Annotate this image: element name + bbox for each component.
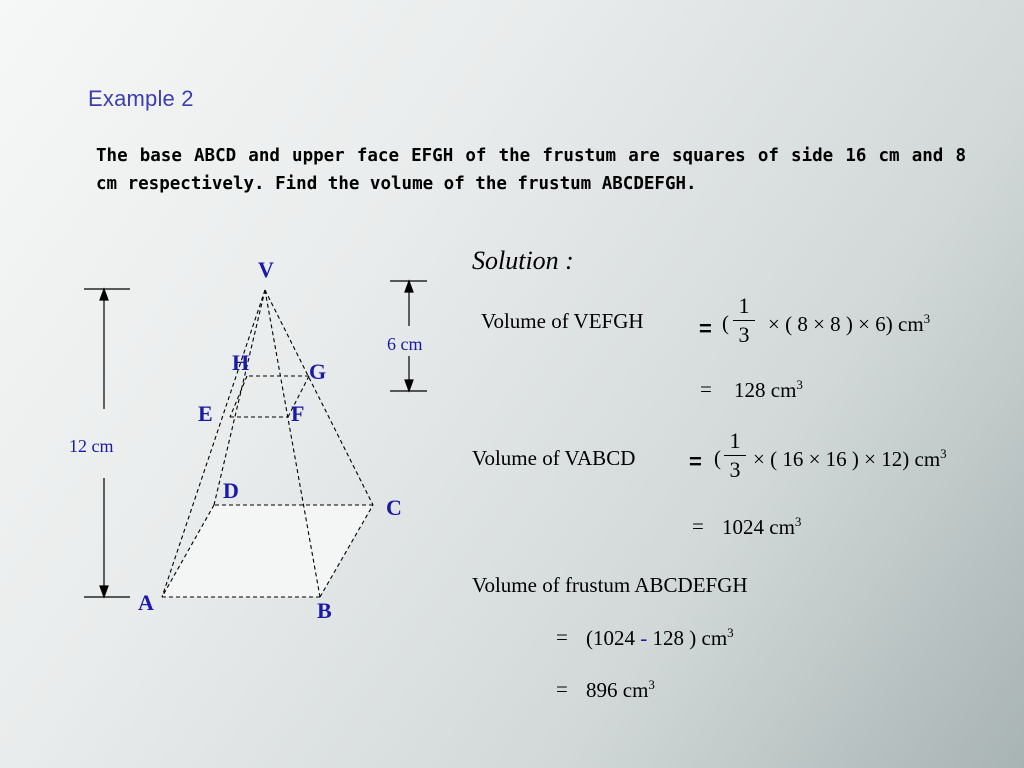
label-12cm: 12 cm xyxy=(69,436,114,456)
base-face xyxy=(162,505,373,597)
label-volume-vabcd: Volume of VABCD xyxy=(472,446,636,470)
equals-4: = xyxy=(692,514,704,538)
fraction-1 xyxy=(733,293,755,348)
fraction-3-bar xyxy=(724,455,746,456)
fraction-3 xyxy=(724,428,746,483)
vertex-a: A xyxy=(138,590,154,615)
equals-1: = xyxy=(699,316,712,341)
fraction-1-den: 3 xyxy=(738,322,750,348)
vertex-v: V xyxy=(258,257,274,282)
vertex-e: E xyxy=(198,401,213,426)
vertex-h: H xyxy=(232,350,250,375)
label-volume-vefgh: Volume of VEFGH xyxy=(481,309,644,333)
vertex-g: G xyxy=(309,359,327,384)
fraction-1-num: 1 xyxy=(738,293,750,318)
expr-1: × ( 8 × 8 ) × 6) $cm^3$ xyxy=(768,311,931,336)
frustum-expression: (1024 - 128 ) $cm^3$ xyxy=(586,625,734,650)
result-vefgh: 128 $cm^3$ xyxy=(734,377,803,402)
problem-statement: The base ABCD and upper face EFGH of the frustum are squares of side 16 cm and 8 cm respectively. Find the volume of the frustum ABCDEFGH. xyxy=(96,146,966,194)
result-frustum: 896 $cm^3$ xyxy=(586,677,655,702)
label-6cm: 6 cm xyxy=(387,334,423,354)
paren-1: ( xyxy=(722,311,729,335)
vertex-c: C xyxy=(386,495,402,520)
result-vabcd: 1024 $cm^3$ xyxy=(722,514,802,539)
vertex-d: D xyxy=(223,478,239,503)
paren-3: ( xyxy=(714,446,721,470)
label-volume-frustum: Volume of frustum ABCDEFGH xyxy=(472,573,748,597)
example-title: Example 2 xyxy=(88,86,194,111)
fraction-3-den: 3 xyxy=(729,457,741,483)
equals-2: = xyxy=(700,377,712,401)
equals-7: = xyxy=(556,677,568,701)
equals-3: = xyxy=(689,449,702,474)
fraction-1-bar xyxy=(733,320,755,321)
equals-6: = xyxy=(556,625,568,649)
expr-3: × ( 16 × 16 ) × 12) $cm^3$ xyxy=(753,446,947,471)
solution-heading: Solution : xyxy=(472,246,574,275)
vertex-f: F xyxy=(291,401,305,426)
vertex-b: B xyxy=(317,598,332,623)
fraction-3-num: 1 xyxy=(729,428,741,453)
